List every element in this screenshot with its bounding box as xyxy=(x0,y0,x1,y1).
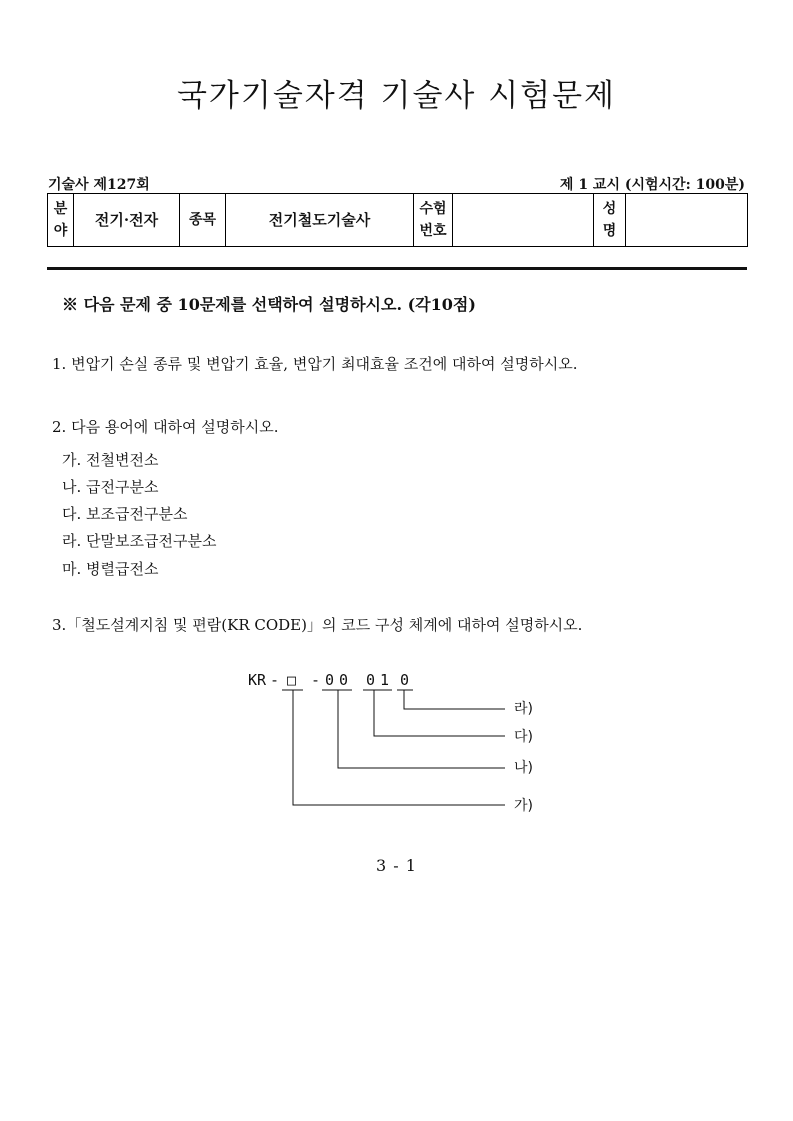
connector-ra xyxy=(404,690,505,709)
exam-round: 기술사 제127회 xyxy=(48,177,150,193)
question-2-item: 다. 보조급전구분소 xyxy=(62,505,188,523)
label-ra: 라) xyxy=(514,701,533,717)
code-part: 0 xyxy=(366,671,376,689)
code-part: KR xyxy=(248,671,267,689)
field-label: 분 야 xyxy=(48,194,74,247)
label-na: 나) xyxy=(514,760,533,776)
question-2-item: 가. 전철변전소 xyxy=(62,451,159,469)
exam-session: 제 1 교시 (시험시간: 100분) xyxy=(559,177,745,193)
question-2: 2. 다음 용어에 대하여 설명하시오. xyxy=(52,418,279,436)
question-1: 1. 변압기 손실 종류 및 변압기 효율, 변압기 최대효율 조건에 대하여 설명하시오. xyxy=(52,355,578,373)
page-number: 3 - 1 xyxy=(376,856,417,875)
question-2-item: 마. 병렬급전소 xyxy=(62,560,159,578)
connector-na xyxy=(338,690,505,768)
label-da: 다) xyxy=(514,729,533,745)
code-part: - xyxy=(311,671,321,689)
code-part: 0 xyxy=(400,671,410,689)
question-2-item: 라. 단말보조급전구분소 xyxy=(62,532,217,550)
question-3: 3.「철도설계지침 및 편람(KR CODE)」의 코드 구성 체계에 대하여 설명하시오. xyxy=(52,616,583,634)
name-label: 성 명 xyxy=(594,194,626,247)
page-title: 국가기술자격 기술사 시험문제 xyxy=(176,78,616,114)
category-label: 종목 xyxy=(180,194,226,247)
field-value: 전기·전자 xyxy=(74,194,180,247)
code-part: □ xyxy=(287,671,297,689)
code-part: 1 xyxy=(380,671,390,689)
code-part: 0 xyxy=(325,671,335,689)
label-ga: 가) xyxy=(514,798,533,814)
category-value: 전기철도기술사 xyxy=(226,194,414,247)
instruction: ※ 다음 문제 중 10문제를 선택하여 설명하시오. (각10점) xyxy=(62,295,476,314)
connector-da xyxy=(374,690,505,736)
code-part: - xyxy=(270,671,280,689)
examinee-number-label: 수험 번호 xyxy=(414,194,453,247)
question-2-item: 나. 급전구분소 xyxy=(62,478,159,496)
code-part: 0 xyxy=(339,671,349,689)
connector-ga xyxy=(293,690,505,805)
